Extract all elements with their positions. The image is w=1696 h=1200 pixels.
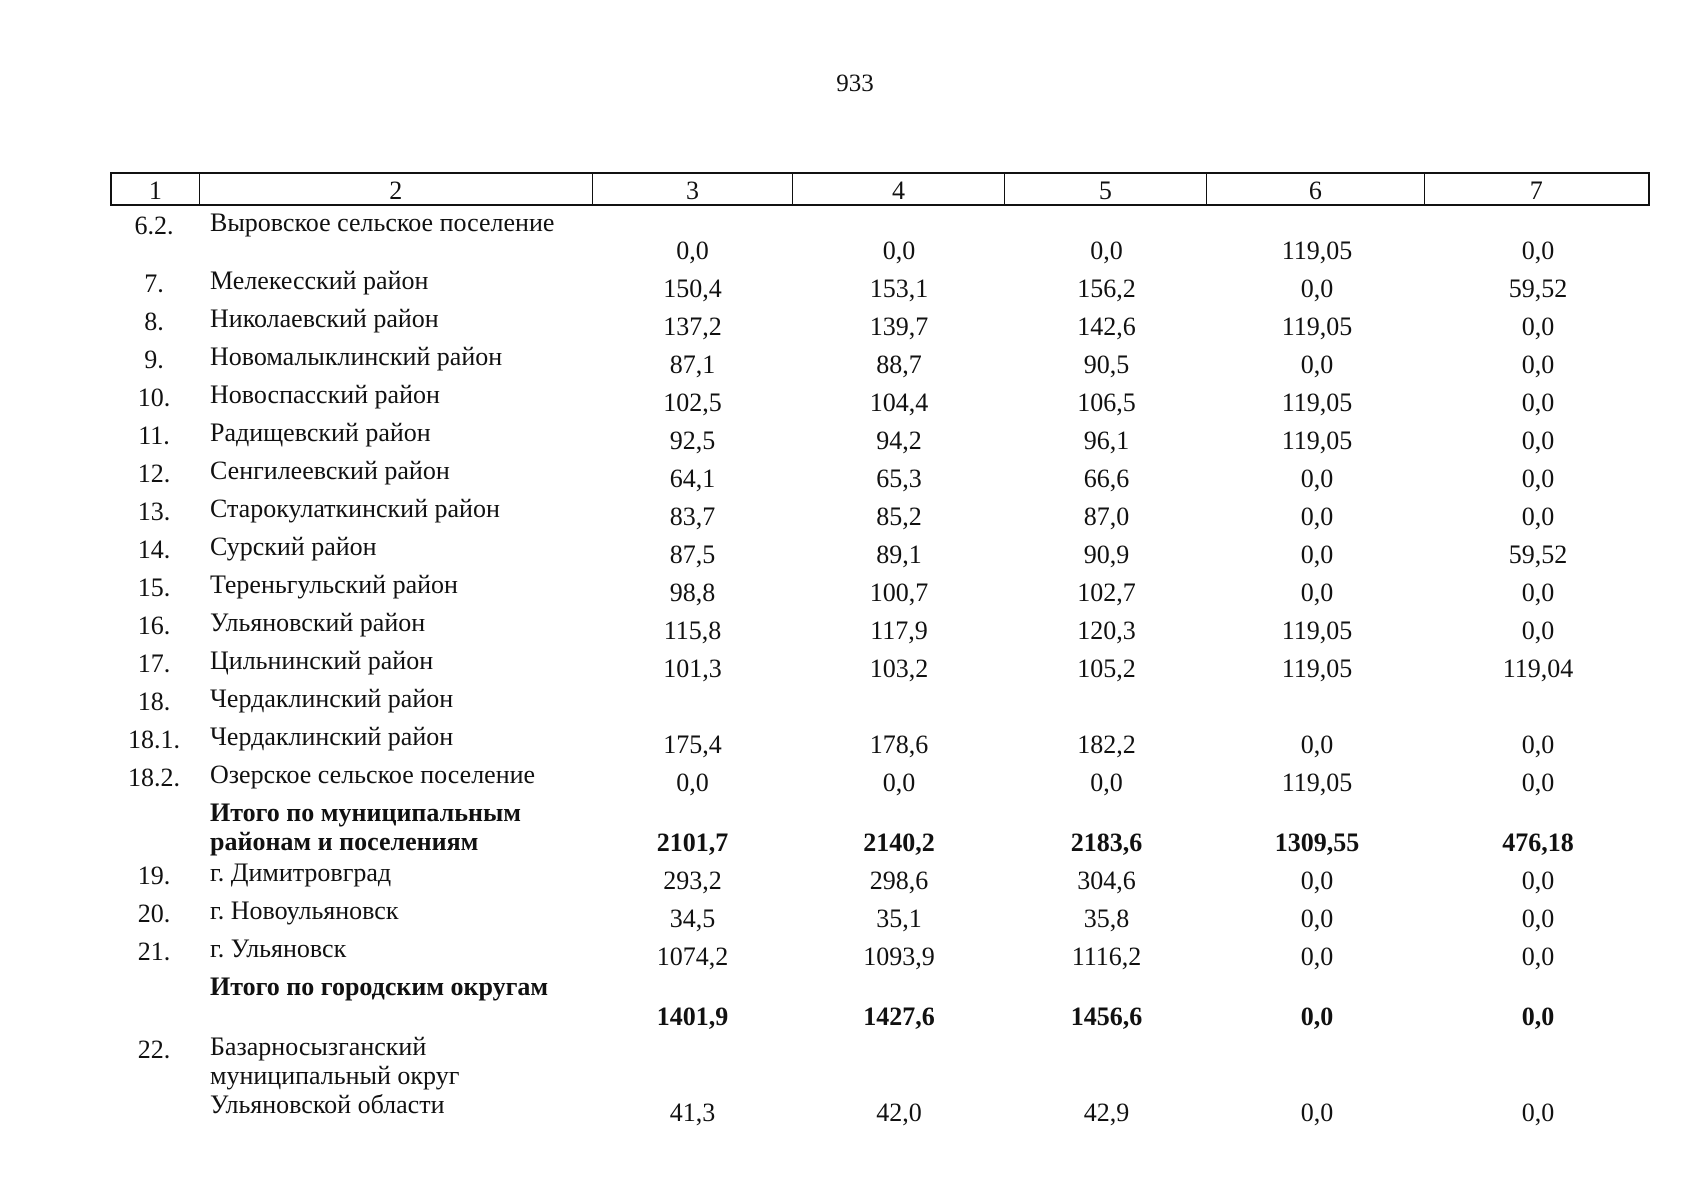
value-col-4: 94,2 <box>876 426 922 455</box>
value-col-7: 0,0 <box>1521 388 1555 417</box>
value-col-4: 117,9 <box>870 616 928 645</box>
row-name: Цильнинский район <box>210 646 434 675</box>
value-col-6: 0,0 <box>1300 540 1334 569</box>
table-row <box>110 418 1650 456</box>
value-col-4: 104,4 <box>869 388 929 417</box>
row-number: 9. <box>144 345 164 374</box>
value-col-6: 119,05 <box>1281 388 1353 417</box>
value-col-4: 100,7 <box>869 578 929 607</box>
value-col-6: 0,0 <box>1300 730 1334 759</box>
value-col-5: 1116,2 <box>1071 942 1142 971</box>
value-col-4: 139,7 <box>869 312 929 341</box>
row-name: Новоспасский район <box>210 380 440 409</box>
value-col-4: 178,6 <box>869 730 929 759</box>
row-name: Базарносызганский муниципальный округ Ульяновской области <box>210 1032 460 1119</box>
value-col-6: 0,0 <box>1300 350 1334 379</box>
page-number: 933 <box>836 70 874 97</box>
value-col-5: 90,5 <box>1083 350 1130 379</box>
value-col-5: 1456,6 <box>1070 1002 1143 1031</box>
value-col-5: 42,9 <box>1083 1098 1130 1127</box>
table-row <box>110 208 1650 266</box>
table-row <box>110 266 1650 304</box>
row-name: Озерское сельское поселение <box>210 760 536 789</box>
table-row <box>110 722 1650 760</box>
value-col-3: 64,1 <box>669 464 716 493</box>
value-col-4: 89,1 <box>876 540 922 569</box>
value-col-3: 41,3 <box>669 1098 716 1127</box>
value-col-3: 1074,2 <box>656 942 729 971</box>
table-row <box>110 342 1650 380</box>
value-col-3: 87,1 <box>669 350 716 379</box>
value-col-5: 35,8 <box>1083 904 1130 933</box>
value-col-6: 1309,55 <box>1274 828 1360 857</box>
value-col-3: 115,8 <box>663 616 722 645</box>
value-col-7: 476,18 <box>1502 828 1574 857</box>
table-row <box>110 570 1650 608</box>
value-col-3: 87,5 <box>669 540 716 569</box>
value-col-5: 182,2 <box>1077 730 1136 759</box>
row-name: Итого по муниципальным районам и поселениям <box>210 798 521 856</box>
value-col-6: 0,0 <box>1300 1002 1334 1031</box>
value-col-7: 0,0 <box>1521 1098 1555 1127</box>
row-name: Николаевский район <box>210 304 439 333</box>
row-name: г. Новоульяновск <box>210 896 399 925</box>
row-name: г. Димитровград <box>210 858 392 887</box>
value-col-6 <box>1208 721 1426 722</box>
table-row <box>110 456 1650 494</box>
value-col-3: 175,4 <box>663 730 722 759</box>
row-number: 22. <box>137 1035 171 1064</box>
value-col-6: 119,05 <box>1281 426 1353 455</box>
value-col-7 <box>1426 721 1650 722</box>
value-col-7: 0,0 <box>1521 730 1555 759</box>
value-col-5: 102,7 <box>1077 578 1136 607</box>
row-number: 12. <box>137 459 171 488</box>
row-name: Новомалыклинский район <box>210 342 503 371</box>
value-col-5: 156,2 <box>1077 274 1136 303</box>
value-col-3: 101,3 <box>663 654 722 683</box>
value-col-3: 1401,9 <box>656 1002 729 1031</box>
value-col-3: 98,8 <box>669 578 716 607</box>
value-col-4: 42,0 <box>876 1098 922 1127</box>
value-col-3: 150,4 <box>663 274 722 303</box>
row-number: 17. <box>137 649 171 678</box>
value-col-3: 102,5 <box>663 388 722 417</box>
header-col-7: 7 <box>1529 176 1543 205</box>
value-col-3: 92,5 <box>669 426 716 455</box>
row-number: 10. <box>137 383 171 412</box>
table-total-row <box>110 798 1650 858</box>
value-col-5: 142,6 <box>1077 312 1136 341</box>
value-col-6: 0,0 <box>1300 502 1334 531</box>
value-col-5: 106,5 <box>1077 388 1136 417</box>
value-col-7: 0,0 <box>1521 312 1555 341</box>
value-col-3: 34,5 <box>669 904 716 933</box>
value-col-7: 0,0 <box>1521 578 1555 607</box>
value-col-5: 2183,6 <box>1070 828 1143 857</box>
table-row <box>110 858 1650 896</box>
value-col-6: 119,05 <box>1281 768 1353 797</box>
value-col-7: 0,0 <box>1521 904 1555 933</box>
row-number: 7. <box>144 269 164 298</box>
table-row <box>110 646 1650 684</box>
row-name: Старокулаткинский район <box>210 494 500 523</box>
value-col-5 <box>1005 721 1208 722</box>
value-col-4: 35,1 <box>876 904 922 933</box>
row-name: Сенгилеевский район <box>210 456 450 485</box>
value-col-5: 0,0 <box>1090 236 1123 265</box>
header-col-4: 4 <box>793 174 1004 204</box>
row-number: 11. <box>138 421 170 450</box>
table-total-row <box>110 972 1650 1032</box>
value-col-7: 119,04 <box>1502 654 1574 683</box>
table-row <box>110 494 1650 532</box>
table-header <box>110 172 1650 206</box>
value-col-3: 83,7 <box>669 502 716 531</box>
value-col-4: 85,2 <box>876 502 922 531</box>
value-col-6: 0,0 <box>1300 464 1334 493</box>
value-col-5: 0,0 <box>1090 768 1123 797</box>
row-name: Чердаклинский район <box>210 722 454 751</box>
row-number: 20. <box>137 899 171 928</box>
value-col-5: 90,9 <box>1083 540 1130 569</box>
header-col-3: 3 <box>593 174 793 204</box>
value-col-4: 298,6 <box>869 866 929 895</box>
row-number: 13. <box>137 497 171 526</box>
value-col-4: 2140,2 <box>863 828 935 857</box>
value-col-4 <box>793 721 1005 722</box>
value-col-3: 0,0 <box>676 236 709 265</box>
row-number <box>110 798 198 801</box>
value-col-4: 88,7 <box>876 350 922 379</box>
header-col-6: 6 <box>1207 174 1424 204</box>
value-col-7: 59,52 <box>1508 540 1568 569</box>
table-row <box>110 1032 1650 1128</box>
row-name: Сурский район <box>210 532 377 561</box>
value-col-4: 1093,9 <box>863 942 935 971</box>
table-row <box>110 684 1650 722</box>
row-name: Ульяновский район <box>210 608 426 637</box>
value-col-6: 119,05 <box>1281 236 1353 265</box>
row-name: Чердаклинский район <box>210 684 454 713</box>
value-col-3: 0,0 <box>676 768 709 797</box>
value-col-6: 0,0 <box>1300 1098 1334 1127</box>
row-number <box>110 972 198 975</box>
value-col-4: 0,0 <box>882 236 916 265</box>
value-col-5: 304,6 <box>1077 866 1136 895</box>
value-col-4: 153,1 <box>869 274 929 303</box>
value-col-7: 0,0 <box>1521 768 1555 797</box>
row-name: Итого по городским округам <box>210 972 549 1001</box>
value-col-6: 0,0 <box>1300 942 1334 971</box>
value-col-7: 0,0 <box>1521 616 1555 645</box>
row-number: 19. <box>137 861 171 890</box>
value-col-7: 0,0 <box>1521 426 1555 455</box>
value-col-6: 0,0 <box>1300 904 1334 933</box>
table-row <box>110 304 1650 342</box>
value-col-6: 0,0 <box>1300 866 1334 895</box>
value-col-6: 119,05 <box>1281 654 1353 683</box>
value-col-5: 120,3 <box>1077 616 1136 645</box>
value-col-3 <box>592 721 793 722</box>
header-col-1: 1 <box>112 174 200 204</box>
value-col-4: 65,3 <box>876 464 922 493</box>
row-number: 21. <box>137 937 171 966</box>
row-name: Тереньгульский район <box>210 570 458 599</box>
value-col-6: 0,0 <box>1300 274 1334 303</box>
value-col-6: 0,0 <box>1300 578 1334 607</box>
row-name: Радищевский район <box>210 418 431 447</box>
value-col-7: 0,0 <box>1521 866 1555 895</box>
value-col-7: 0,0 <box>1521 236 1555 265</box>
value-col-7: 0,0 <box>1521 350 1555 379</box>
value-col-6: 119,05 <box>1281 312 1353 341</box>
row-number: 8. <box>144 307 164 336</box>
value-col-5: 66,6 <box>1083 464 1130 493</box>
row-number: 6.2. <box>134 211 174 240</box>
row-number: 18.2. <box>128 763 180 792</box>
value-col-6: 119,05 <box>1281 616 1353 645</box>
header-col-2: 2 <box>200 174 593 204</box>
value-col-4: 0,0 <box>882 768 916 797</box>
table-row <box>110 532 1650 570</box>
header-col-5: 5 <box>1005 174 1207 204</box>
value-col-7: 0,0 <box>1521 942 1555 971</box>
table-row <box>110 608 1650 646</box>
value-col-3: 137,2 <box>663 312 722 341</box>
table-row <box>110 760 1650 798</box>
row-name: Мелекесский район <box>210 266 429 295</box>
value-col-4: 1427,6 <box>863 1002 935 1031</box>
row-number: 14. <box>137 535 171 564</box>
value-col-5: 87,0 <box>1083 502 1130 531</box>
value-col-3: 2101,7 <box>656 828 729 857</box>
row-number: 15. <box>137 573 171 602</box>
row-name: г. Ульяновск <box>210 934 347 963</box>
table-row <box>110 380 1650 418</box>
table-body <box>110 208 1650 1128</box>
row-name: Выровское сельское поселение <box>210 208 555 237</box>
row-number: 18.1. <box>128 725 180 754</box>
row-number: 16. <box>137 611 171 640</box>
value-col-7: 0,0 <box>1521 1002 1555 1031</box>
value-col-7: 0,0 <box>1521 464 1555 493</box>
value-col-5: 105,2 <box>1077 654 1136 683</box>
value-col-5: 96,1 <box>1083 426 1130 455</box>
table-row <box>110 896 1650 934</box>
value-col-3: 293,2 <box>663 866 722 895</box>
value-col-4: 103,2 <box>869 654 929 683</box>
row-number: 18. <box>137 687 171 716</box>
value-col-7: 59,52 <box>1508 274 1568 303</box>
value-col-7: 0,0 <box>1521 502 1555 531</box>
table-row <box>110 934 1650 972</box>
